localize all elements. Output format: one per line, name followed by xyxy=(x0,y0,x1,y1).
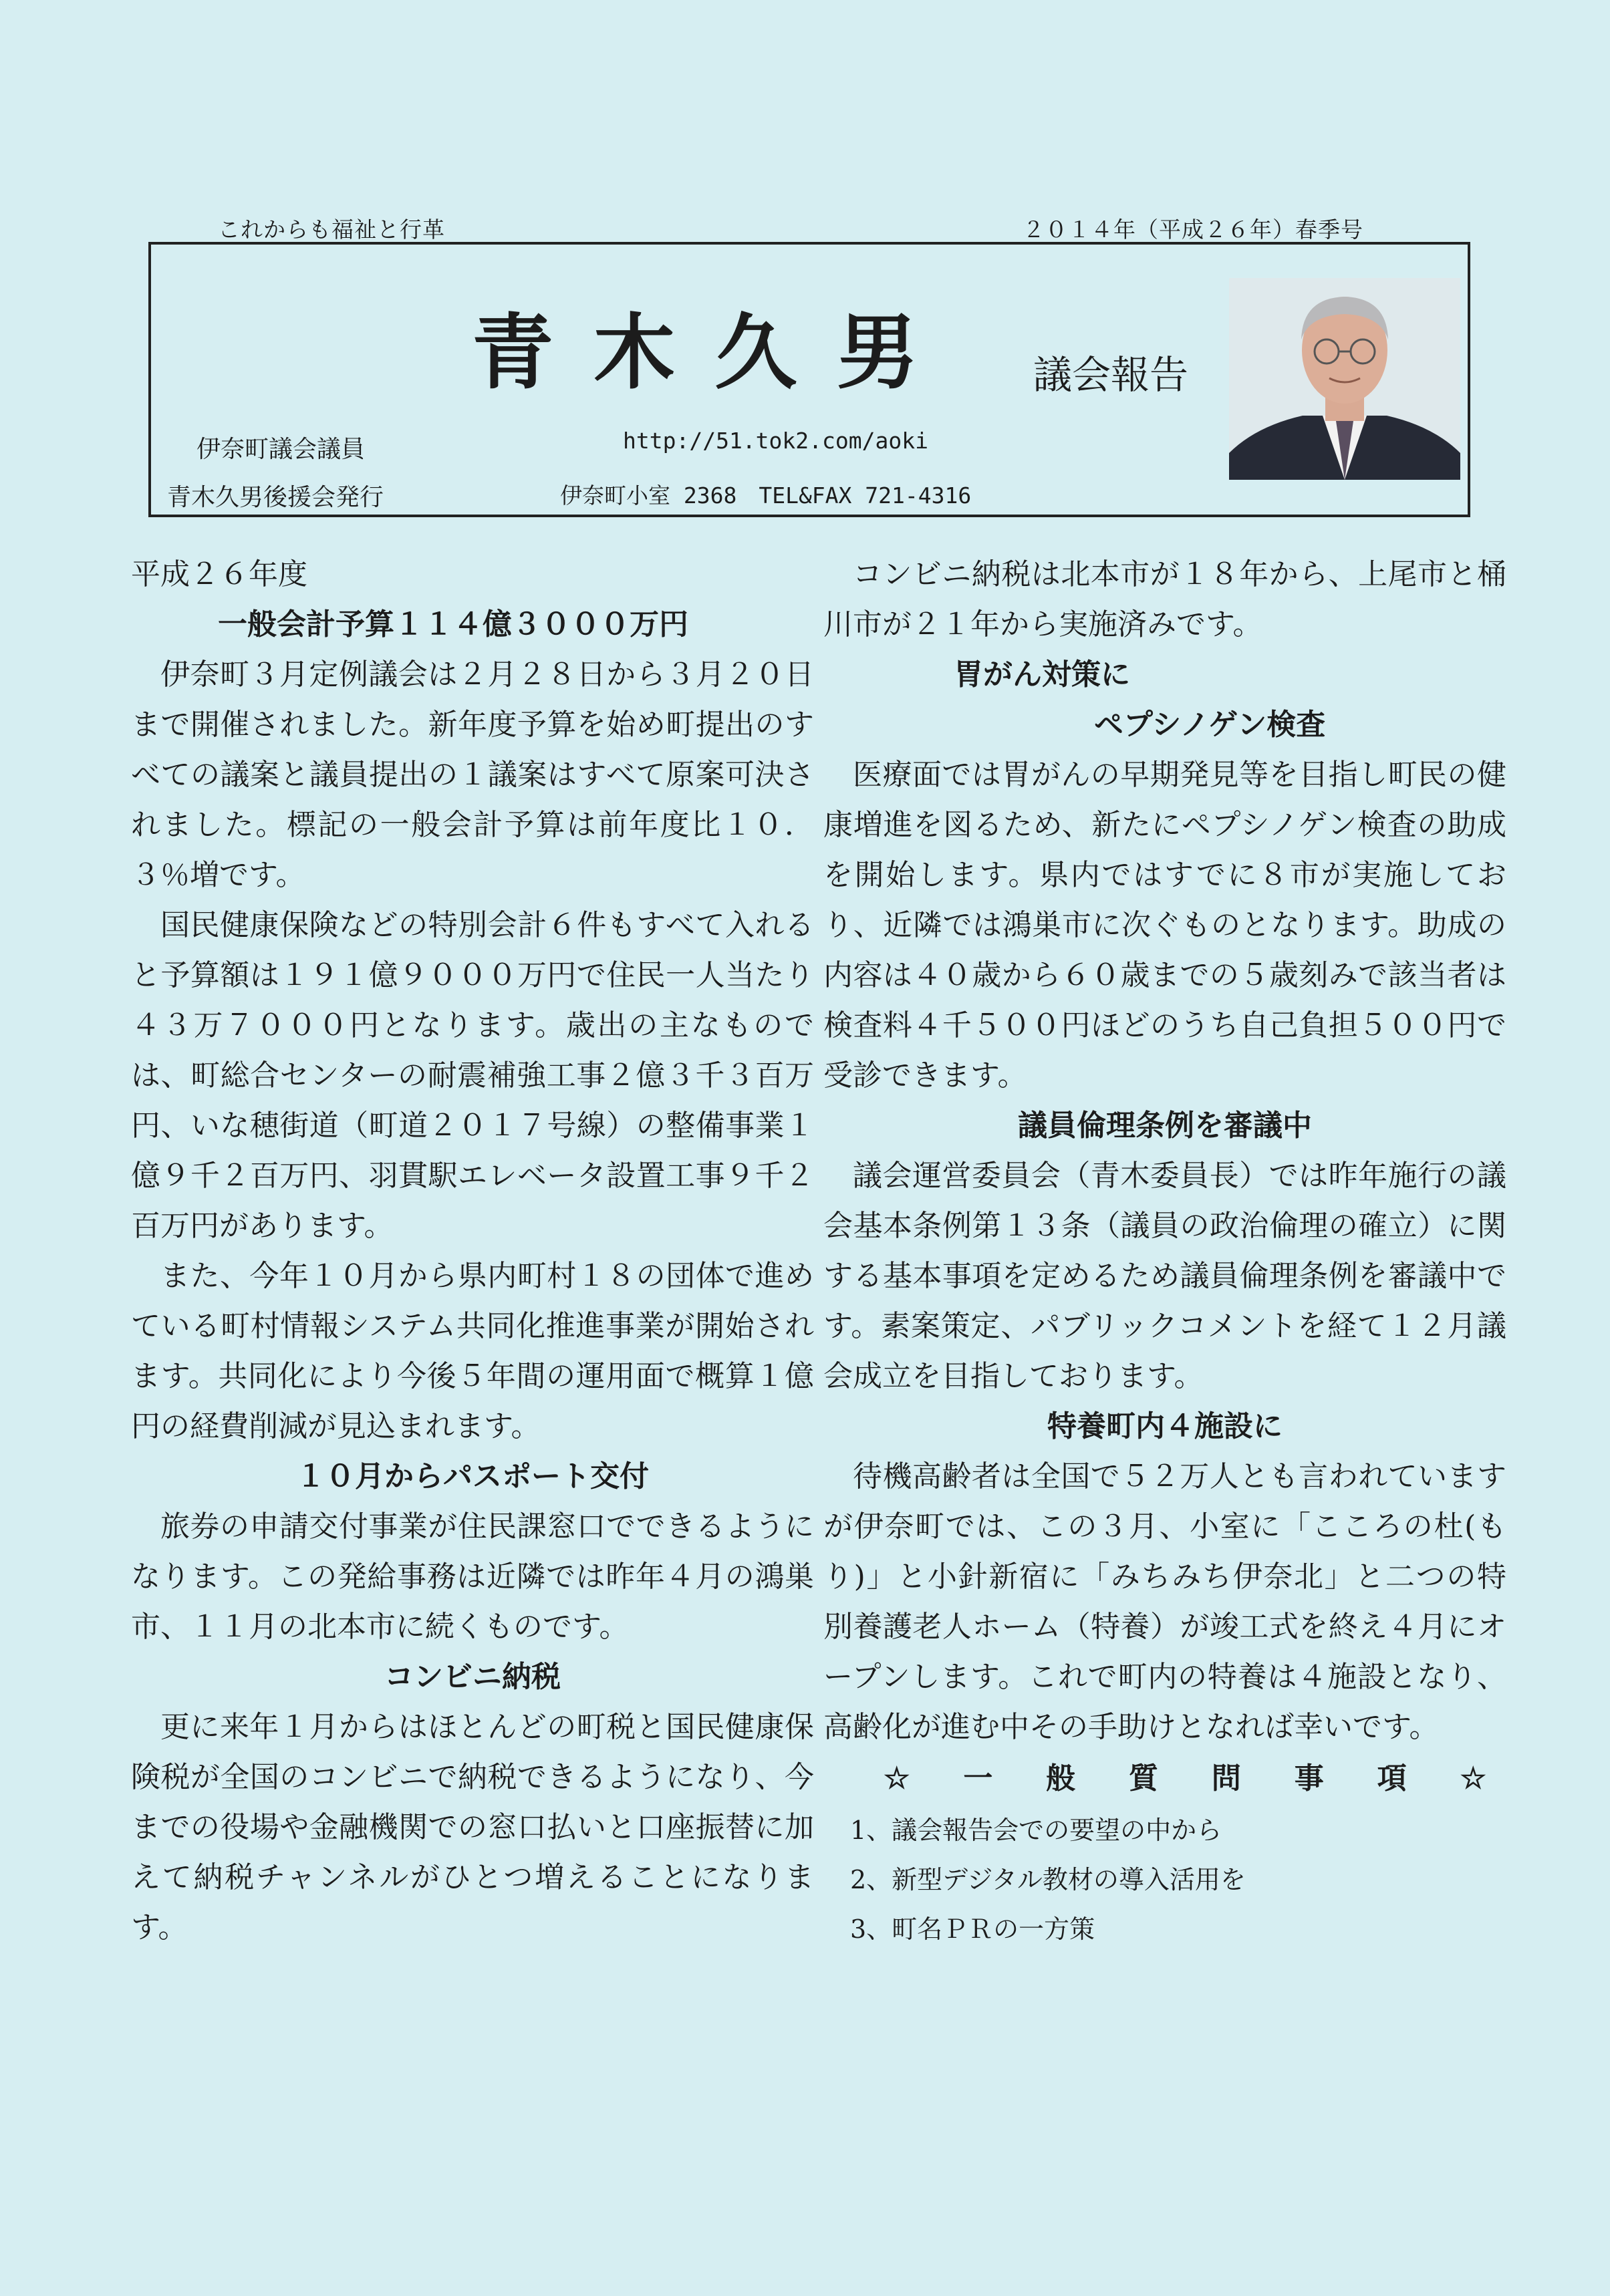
masthead-box xyxy=(148,242,1470,517)
nursing-home-heading: 特養町内４施設に xyxy=(1047,1409,1283,1443)
author-portrait xyxy=(1229,278,1460,480)
budget-paragraph-1: 伊奈町３月定例議会は２月２８日から３月２０日まで開催されました。新年度予算を始め町提出のすべての議案と議員提出の１議案はすべて原案可決されました。標記の一般会計予算は前年度比１０．３％増です。 xyxy=(131,658,814,892)
pepsinogen-heading: ペプシノゲン検査 xyxy=(1094,708,1326,742)
left-column xyxy=(131,549,814,1953)
publisher: 青木久男後援会発行 xyxy=(167,484,384,511)
passport-heading: １０月からパスポート交付 xyxy=(296,1459,649,1493)
right-column xyxy=(823,549,1506,1954)
general-questions-heading: ☆ 一 般 質 問 事 項 ☆ xyxy=(823,1752,1506,1806)
header-slogan: これからも福祉と行革 xyxy=(218,217,445,243)
star-icon: ☆ xyxy=(884,1761,910,1796)
budget-heading: 一般会計予算１１４億３０００万円 xyxy=(218,607,688,641)
question-item: 1、議会報告会での要望の中から xyxy=(850,1816,1222,1845)
nursing-home-paragraph: 待機高齢者は全国で５２万人とも言われていますが伊奈町では、この３月、小室に「こころの杜(もり)」と小針新宿に「みちみち伊奈北」と二つの特別養護老人ホーム（特養）が竣工式を終え４月にオープンします。これで町内の特養は４施設となり、高齢化が進む中その手助けとなれば幸いです。 xyxy=(823,1459,1506,1744)
issue-date: ２０１４年（平成２６年）春季号 xyxy=(1023,217,1363,243)
convenience-tax-continued: コンビニ納税は北本市が１８年から、上尾市と桶川市が２１年から実施済みです。 xyxy=(823,557,1506,641)
stomach-cancer-paragraph: 医療面では胃がんの早期発見等を目指し町民の健康増進を図るため、新たにペプシノゲン検査の助成を開始します。県内ではすでに８市が実施しており、近隣では鴻巣市に次ぐものとなります。助成の内容は４０歳から６０歳までの５歳刻みで該当者は検査料４千５００円ほどのうち自己負担５００円で受診できます。 xyxy=(823,758,1506,1093)
newsletter-subtitle: 議会報告 xyxy=(1033,352,1189,398)
budget-paragraph-2: 国民健康保険などの特別会計６件もすべて入れると予算額は１９１億９０００万円で住民一人当たり４３万７０００円となります。歳出の主なものでは、町総合センターの耐震補強工事２億３千３百万円、いな穂街道（町道２０１７号線）の整備事業１億９千２百万円、羽貫駅エレベータ設置工事９千２百万円があります。 xyxy=(131,908,814,1243)
passport-paragraph: 旅券の申請交付事業が住民課窓口でできるようになります。この発給事務は近隣では昨年４月の鴻巣市、１１月の北本市に続くものです。 xyxy=(131,1510,814,1644)
ethics-heading: 議員倫理条例を審議中 xyxy=(1018,1109,1312,1143)
website-url: http://51.tok2.com/aoki xyxy=(623,428,928,454)
question-item: 2、新型デジタル教材の導入活用を xyxy=(850,1865,1246,1894)
star-icon: ☆ xyxy=(1460,1761,1486,1796)
question-item: 3、町名ＰＲの一方策 xyxy=(850,1914,1095,1944)
newsletter-title: 青木久男 xyxy=(472,304,958,400)
convenience-tax-heading: コンビニ納税 xyxy=(384,1660,561,1694)
ethics-paragraph: 議会運営委員会（青木委員長）では昨年施行の議会基本条例第１３条（議員の政治倫理の確立）に関する基本事項を定めるため議員倫理条例を審議中です。素案策定、パブリックコメントを経て１２月議会成立を目指しております。 xyxy=(823,1159,1506,1393)
fiscal-year-label: 平成２６年度 xyxy=(131,557,307,591)
author-role: 伊奈町議会議員 xyxy=(196,436,366,463)
budget-paragraph-3: また、今年１０月から県内町村１８の団体で進めている町村情報システム共同化推進事業が開始されます。共同化により今後５年間の運用面で概算１億円の経費削減が見込まれます。 xyxy=(131,1259,814,1443)
contact-address: 伊奈町小室 2368 TEL&FAX 721-4316 xyxy=(560,482,972,509)
convenience-tax-paragraph: 更に来年１月からはほとんどの町税と国民健康保険税が全国のコンビニで納税できるようになり、今までの役場や金融機関での窓口払いと口座振替に加えて納税チャンネルがひとつ増えることになります。 xyxy=(131,1710,814,1945)
stomach-cancer-heading: 胃がん対策に xyxy=(954,658,1130,692)
